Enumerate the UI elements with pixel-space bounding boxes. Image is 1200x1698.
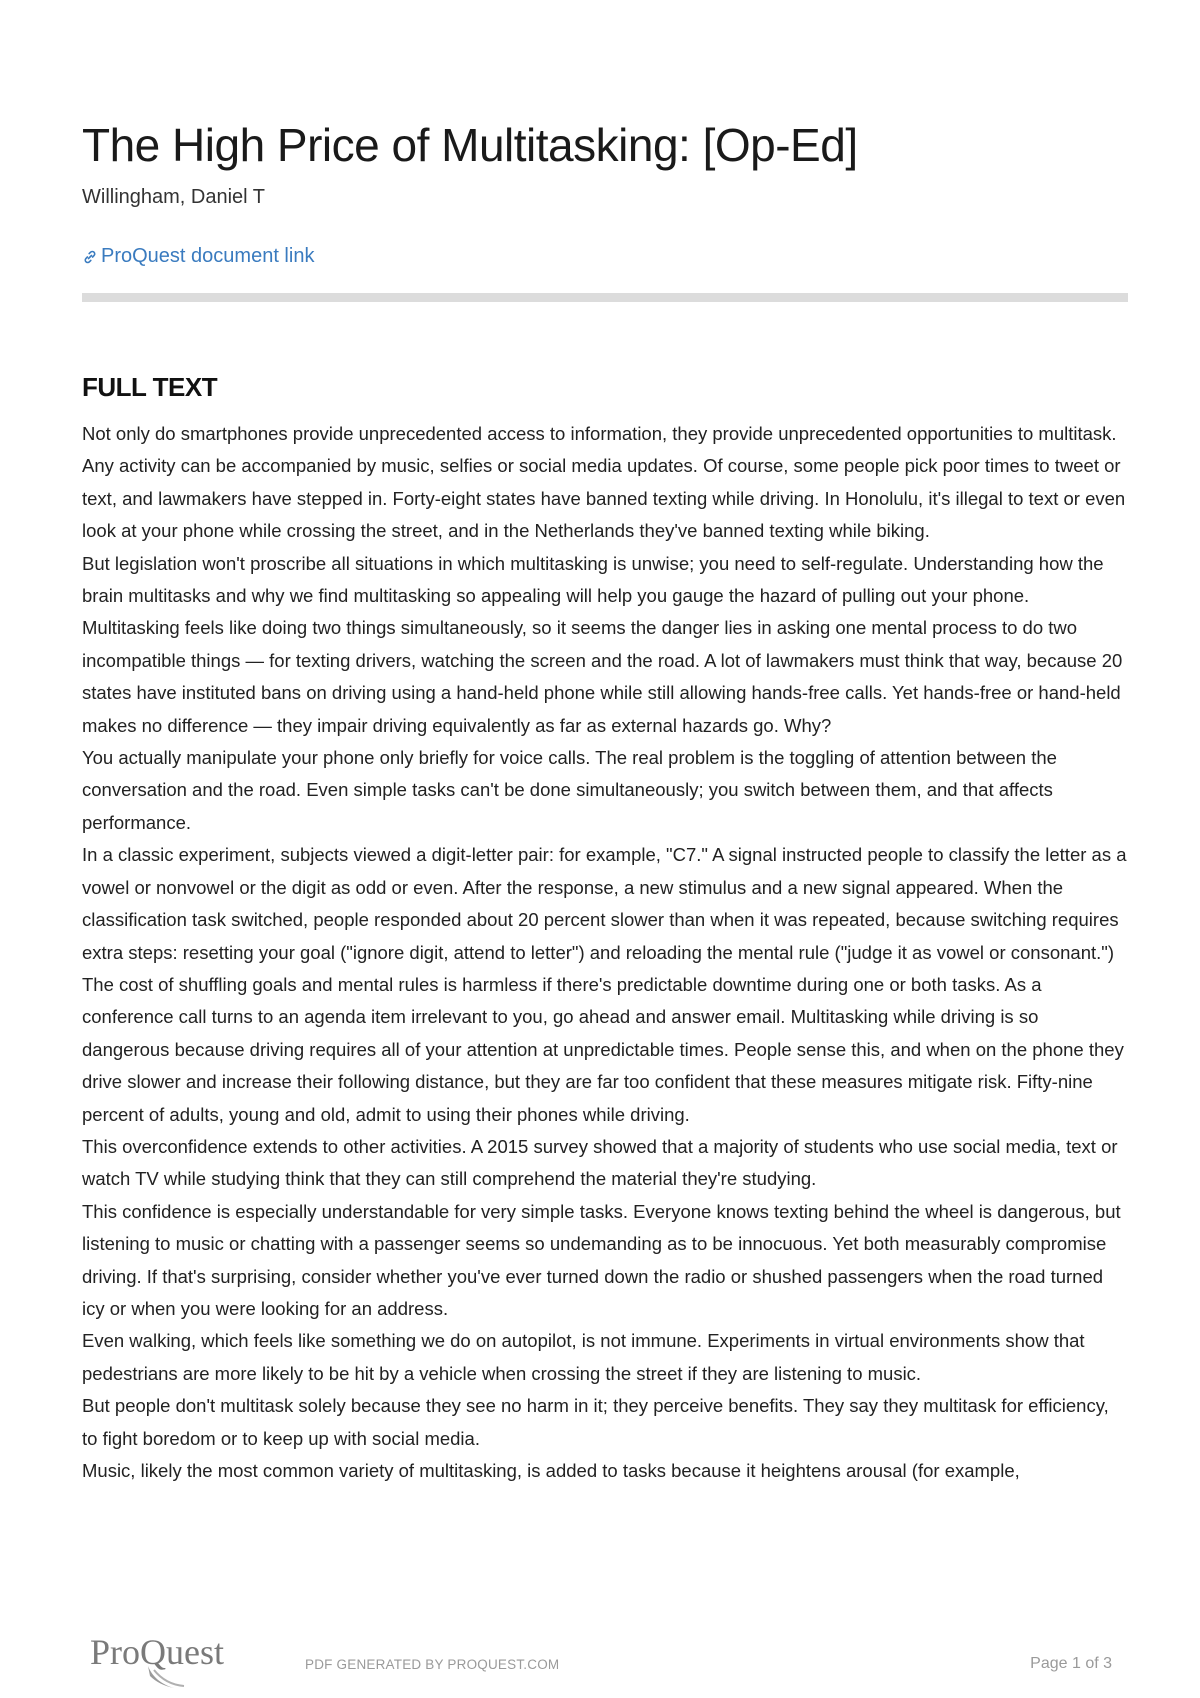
link-icon bbox=[82, 249, 98, 265]
paragraph: Even walking, which feels like something we do on autopilot, is not immune. Experiments in virtual environments show that pedestrians are more likely to be hit by a vehicle when crossing the street if they are listening to music. bbox=[82, 1330, 1085, 1384]
paragraph: The cost of shuffling goals and mental rules is harmless if there's predictable downtime during one or both tasks. As a conference call turns to an agenda item irrelevant to you, go ahead and answer email. Multitasking while driving is so dangerous because driving requires all of your attention at unpredictable times. People sense this, and when on the phone they drive slower and increase their following distance, but they are far too confident that these measures mitigate risk. Fifty-nine percent of adults, young and old, admit to using their phones while driving. bbox=[82, 973, 1124, 1125]
proquest-document-link[interactable] bbox=[82, 245, 314, 268]
document-author: Willingham, Daniel T bbox=[82, 186, 266, 208]
header-divider bbox=[82, 293, 1128, 302]
proquest-logo bbox=[88, 1630, 248, 1692]
svg-text:ProQuest: ProQuest bbox=[90, 1632, 224, 1672]
section-heading: FULL TEXT bbox=[82, 372, 218, 402]
paragraph: This confidence is especially understandable for very simple tasks. Everyone knows texting behind the wheel is dangerous, but listening to music or chatting with a passenger seems so undemanding as to be innocuous. Yet both measurably compromise driving. If that's surprising, consider whether you've ever turned down the radio or shushed passengers when the road turned icy or when you were looking for an address. bbox=[82, 1200, 1121, 1319]
paragraph: Music, likely the most common variety of multitasking, is added to tasks because it heightens arousal (for example, bbox=[82, 1460, 1020, 1481]
link-label: ProQuest document link bbox=[101, 245, 315, 267]
paragraph: But people don't multitask solely because they see no harm in it; they perceive benefits. They say they multitask for efficiency, to fight boredom or to keep up with social media. bbox=[82, 1395, 1109, 1449]
full-text-body bbox=[82, 418, 1128, 1487]
paragraph: Multitasking feels like doing two things simultaneously, so it seems the danger lies in asking one mental process to do two incompatible things — for texting drivers, watching the screen and the road. A lot of lawmakers must think that way, because 20 states have instituted bans on driving using a hand-held phone while still allowing hands-free calls. Yet hands-free or hand-held makes no difference — they impair driving equivalently as far as external hazards go. Why? bbox=[82, 617, 1123, 736]
page-footer bbox=[0, 1600, 1200, 1698]
generated-by-label: PDF GENERATED BY PROQUEST.COM bbox=[305, 1657, 560, 1672]
document-title: The High Price of Multitasking: [Op-Ed] bbox=[82, 119, 858, 171]
paragraph: But legislation won't proscribe all situations in which multitasking is unwise; you need to self-regulate. Understanding how the brain multitasks and why we find multitasking so appealing will help you gauge the hazard of pulling out your phone. bbox=[82, 552, 1104, 607]
paragraph: You actually manipulate your phone only briefly for voice calls. The real problem is the toggling of attention between the conversation and the road. Even simple tasks can't be done simultaneously; you switch between them, and that affects performance. bbox=[82, 747, 1057, 833]
paragraph: Not only do smartphones provide unprecedented access to information, they provide unprecedented opportunities to multitask. Any activity can be accompanied by music, selfies or social media updates. Of course, some people pick poor times to tweet or text, and lawmakers have stepped in. Forty-eight states have banned texting while driving. In Honolulu, it's illegal to text or even look at your phone while crossing the street, and in the Netherlands they've banned texting while biking. bbox=[82, 423, 1126, 542]
page-number: Page 1 of 3 bbox=[1030, 1655, 1112, 1672]
paragraph: In a classic experiment, subjects viewed a digit-letter pair: for example, "C7." A signal instructed people to classify the letter as a vowel or nonvowel or the digit as odd or even. After the response, a new stimulus and a new signal appeared. When the classification task switched, people responded about 20 percent slower than when it was repeated, because switching requires extra steps: resetting your goal ("ignore digit, attend to letter") and reloading the mental rule ("judge it as vowel or consonant.") bbox=[82, 844, 1127, 963]
paragraph: This overconfidence extends to other activities. A 2015 survey showed that a majority of students who use social media, text or watch TV while studying think that they can still comprehend the material they're studying. bbox=[82, 1135, 1118, 1190]
